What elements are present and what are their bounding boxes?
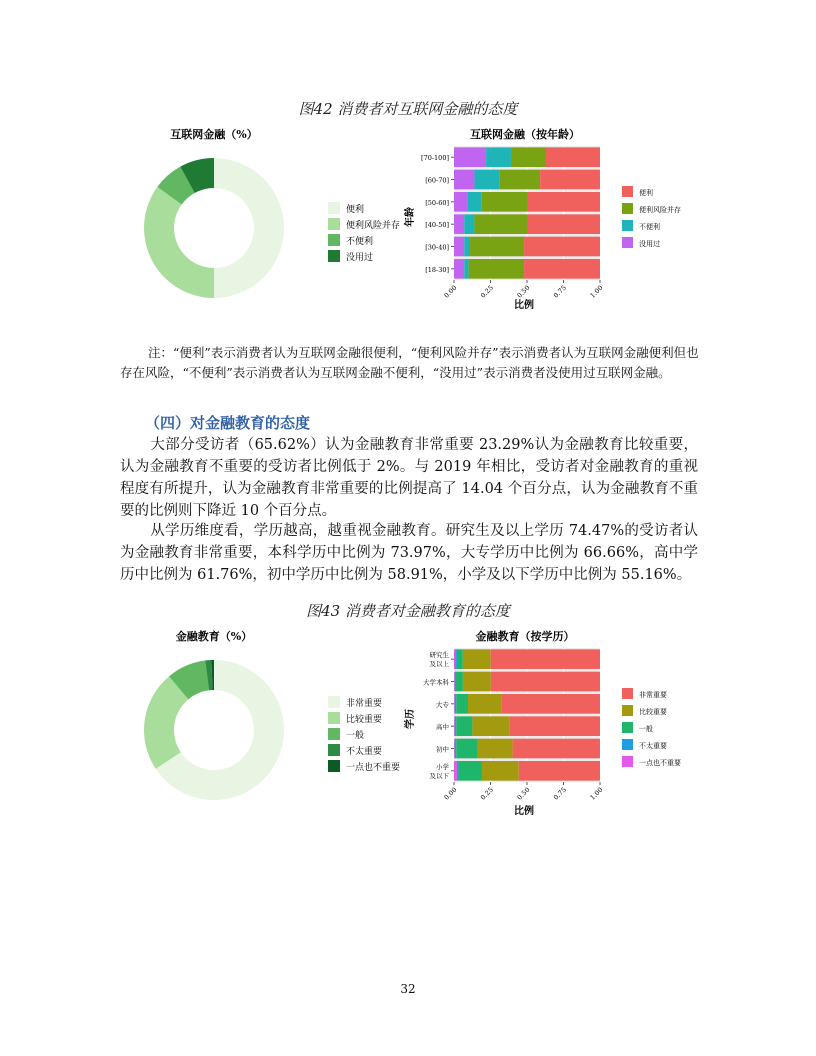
ytick-label-fig42-0: [70-100] <box>421 154 449 163</box>
stacked-legend-swatch-fig43-1 <box>622 705 633 716</box>
ytick-label-fig42-3: [40-50] <box>425 221 449 230</box>
stacked-legend-swatch-fig43-0 <box>622 688 633 699</box>
stacked-svg-fig42 <box>400 120 710 315</box>
stacked-xlabel-fig43: 比例 <box>514 806 534 817</box>
bar-segment-fig42-3-0 <box>454 214 464 234</box>
stacked-legend-swatch-fig42-1 <box>622 203 633 214</box>
xtick-label-fig42-2: 0.50 <box>515 283 532 300</box>
donut-slice-fig42-1 <box>144 187 214 298</box>
section-heading: （四）对金融教育的态度 <box>145 414 311 432</box>
bar-segment-fig43-4-1 <box>455 739 456 759</box>
bar-segment-fig42-2-2 <box>482 192 527 212</box>
stacked-legend-label-fig42-3: 没用过 <box>639 240 660 248</box>
stacked-legend-label-fig43-2: 一般 <box>639 725 653 733</box>
donut-chart-fig43 <box>120 622 420 812</box>
donut-slice-fig42-0 <box>214 158 284 298</box>
donut-svg-fig43 <box>120 622 420 812</box>
bar-segment-fig43-2-1 <box>455 694 456 714</box>
bar-segment-fig43-1-4 <box>491 672 600 692</box>
stacked-legend-swatch-fig43-4 <box>622 756 633 767</box>
bar-segment-fig43-0-3 <box>463 649 491 669</box>
xtick-label-fig43-2: 0.50 <box>515 785 532 802</box>
page-number: 32 <box>400 982 416 996</box>
bar-segment-fig43-3-3 <box>472 716 509 736</box>
donut-title-fig43: 金融教育（%） <box>175 630 253 643</box>
xtick-label-fig43-3: 0.75 <box>552 785 568 802</box>
ytick-label-fig43-0: 研究生及以上 <box>429 651 449 669</box>
bar-segment-fig42-1-3 <box>540 170 600 190</box>
donut-legend-swatch-fig43-3 <box>328 744 340 756</box>
bar-segment-fig42-4-2 <box>470 237 524 257</box>
bar-segment-fig42-2-0 <box>454 192 467 212</box>
donut-legend-label-fig43-4: 一点也不重要 <box>346 763 401 773</box>
bar-segment-fig42-5-3 <box>524 259 600 279</box>
figure-42-caption: 图42 消费者对互联网金融的态度 <box>298 100 518 118</box>
stacked-title-fig42: 互联网金融（按年龄） <box>470 128 580 141</box>
bar-segment-fig42-0-1 <box>486 147 511 167</box>
stacked-legend-label-fig42-2: 不便利 <box>639 223 660 231</box>
bar-segment-fig43-0-0 <box>454 649 455 669</box>
stacked-legend-swatch-fig42-3 <box>622 237 633 248</box>
xtick-label-fig42-4: 1.00 <box>588 283 605 300</box>
stacked-ylabel-fig43: 学历 <box>405 709 416 729</box>
bar-segment-fig42-4-1 <box>464 237 470 257</box>
ytick-label-fig42-2: [50-60] <box>425 198 449 207</box>
donut-legend-swatch-fig42-0 <box>328 202 340 214</box>
bar-segment-fig42-3-1 <box>464 214 474 234</box>
paragraph-1-text: 大部分受访者（65.62%）认为金融教育非常重要 23.29%认为金融教育比较重要，认为金融教育不重要的受访者比例低于 2%。与 2019 年相比，受访者对金融教育的重视程度有所提升，认为金融教育非常重要的比例提高了 14.04 个百分点，认为金融教育不重要的比例则下降近 10 个百分点。 <box>120 437 698 519</box>
paragraph-2-text: 从学历维度看，学历越高，越重视金融教育。研究生及以上学历 74.47%的受访者认为金融教育非常重要，本科学历中比例为 73.97%，大专学历中比例为 66.66%，高中学历中比例为 61.76%，初中学历中比例为 58.91%，小学及以下学历中比例为 55.16%。 <box>120 523 698 583</box>
stacked-legend-swatch-fig43-2 <box>622 722 633 733</box>
xtick-label-fig43-1: 0.25 <box>479 785 495 802</box>
bar-segment-fig43-1-2 <box>455 672 462 692</box>
ytick-label-fig43-2: 大专 <box>436 700 449 709</box>
stacked-title-fig43: 金融教育（按学历） <box>475 630 575 643</box>
bar-segment-fig43-4-0 <box>454 739 455 759</box>
bar-segment-fig43-3-2 <box>456 716 472 736</box>
bar-segment-fig43-3-1 <box>455 716 456 736</box>
donut-legend-label-fig42-3: 没用过 <box>346 253 374 263</box>
donut-legend-swatch-fig43-1 <box>328 712 340 724</box>
stacked-legend-swatch-fig42-0 <box>622 186 633 197</box>
bar-segment-fig43-2-3 <box>468 694 502 714</box>
bar-segment-fig42-3-3 <box>527 214 600 234</box>
bar-segment-fig43-0-4 <box>491 649 600 669</box>
ytick-label-fig43-3: 高中 <box>436 723 449 732</box>
paragraph-2 <box>120 520 698 586</box>
donut-legend-label-fig43-2: 一般 <box>346 731 365 741</box>
donut-legend-label-fig43-3: 不太重要 <box>346 747 383 757</box>
bar-segment-fig43-2-4 <box>502 694 600 714</box>
bar-segment-fig42-0-2 <box>511 147 546 167</box>
donut-svg-fig42 <box>120 120 420 310</box>
ytick-label-fig43-4: 初中 <box>436 745 449 754</box>
bar-segment-fig43-3-4 <box>509 716 600 736</box>
bar-segment-fig42-1-0 <box>454 170 474 190</box>
donut-legend-label-fig42-2: 不便利 <box>346 237 374 247</box>
xtick-label-fig42-3: 0.75 <box>552 283 568 300</box>
donut-legend-swatch-fig42-1 <box>328 218 340 230</box>
bar-segment-fig42-5-0 <box>454 259 464 279</box>
note-text: 注：“便利”表示消费者认为互联网金融很便利，“便利风险并存”表示消费者认为互联网金融便利但也存在风险，“不便利”表示消费者认为互联网金融不便利，“没用过”表示消费者没使用过互联网金融。 <box>120 345 699 380</box>
bar-segment-fig43-2-0 <box>454 694 455 714</box>
ytick-label-fig43-5: 小学及以下 <box>429 762 449 780</box>
xtick-label-fig42-0: 0.00 <box>442 283 459 300</box>
stacked-legend-swatch-fig43-3 <box>622 739 633 750</box>
ytick-label-fig42-4: [30-40] <box>425 243 449 252</box>
bar-segment-fig42-1-2 <box>499 170 540 190</box>
bar-segment-fig42-4-3 <box>524 237 600 257</box>
donut-chart-fig42 <box>120 120 420 310</box>
bar-segment-fig42-5-2 <box>469 259 524 279</box>
donut-legend-label-fig43-0: 非常重要 <box>346 699 383 709</box>
paragraph-1 <box>120 434 698 522</box>
bar-segment-fig43-2-2 <box>456 694 468 714</box>
bar-segment-fig43-1-3 <box>463 672 491 692</box>
bar-segment-fig42-0-0 <box>454 147 486 167</box>
bar-segment-fig43-5-3 <box>482 761 519 781</box>
xtick-label-fig42-1: 0.25 <box>479 283 495 300</box>
stacked-xlabel-fig42: 比例 <box>514 300 534 311</box>
bar-segment-fig43-0-2 <box>457 649 463 669</box>
stacked-legend-label-fig43-3: 不太重要 <box>639 742 667 750</box>
figure-42-note <box>120 343 700 383</box>
bar-segment-fig43-5-0 <box>454 761 457 781</box>
ytick-label-fig42-5: [18-30] <box>425 265 449 274</box>
donut-legend-label-fig42-1: 便利风险并存 <box>346 221 401 231</box>
stacked-legend-label-fig43-4: 一点也不重要 <box>639 759 681 767</box>
stacked-legend-label-fig42-0: 便利 <box>639 189 653 197</box>
donut-title-fig42: 互联网金融（%） <box>170 128 258 141</box>
donut-legend-swatch-fig42-3 <box>328 250 340 262</box>
bar-segment-fig43-1-1 <box>455 672 456 692</box>
xtick-label-fig43-0: 0.00 <box>442 785 459 802</box>
bar-segment-fig42-5-1 <box>464 259 468 279</box>
donut-legend-swatch-fig43-2 <box>328 728 340 740</box>
bar-segment-fig42-4-0 <box>454 237 464 257</box>
bar-segment-fig42-2-1 <box>467 192 482 212</box>
stacked-legend-label-fig42-1: 便利风险并存 <box>639 206 681 214</box>
bar-segment-fig42-3-2 <box>474 214 527 234</box>
bar-segment-fig42-1-1 <box>474 170 499 190</box>
bar-segment-fig43-3-0 <box>454 716 455 736</box>
bar-segment-fig42-0-3 <box>546 147 600 167</box>
stacked-legend-label-fig43-0: 非常重要 <box>639 691 667 699</box>
bar-segment-fig43-4-4 <box>513 739 600 759</box>
bar-segment-fig43-5-1 <box>457 761 458 781</box>
xtick-label-fig43-4: 1.00 <box>588 785 605 802</box>
bar-segment-fig43-1-0 <box>454 672 455 692</box>
ytick-label-fig42-1: [60-70] <box>425 176 449 185</box>
donut-legend-label-fig43-1: 比较重要 <box>346 715 383 725</box>
bar-segment-fig43-5-2 <box>458 761 482 781</box>
donut-legend-swatch-fig42-2 <box>328 234 340 246</box>
stacked-bar-chart-fig43 <box>400 622 710 822</box>
bar-segment-fig43-0-1 <box>455 649 456 669</box>
stacked-ylabel-fig42: 年龄 <box>405 207 416 227</box>
bar-segment-fig43-4-2 <box>456 739 477 759</box>
stacked-bar-chart-fig42 <box>400 120 710 315</box>
donut-legend-swatch-fig43-0 <box>328 696 340 708</box>
figure-43-caption: 图43 消费者对金融教育的态度 <box>306 602 510 620</box>
bar-segment-fig43-4-3 <box>477 739 513 759</box>
bar-segment-fig42-2-3 <box>527 192 600 212</box>
bar-segment-fig43-5-4 <box>519 761 600 781</box>
stacked-legend-swatch-fig42-2 <box>622 220 633 231</box>
ytick-label-fig43-1: 大学本科 <box>423 678 449 687</box>
stacked-legend-label-fig43-1: 比较重要 <box>639 708 667 716</box>
stacked-svg-fig43 <box>400 622 710 822</box>
donut-legend-label-fig42-0: 便利 <box>346 205 365 215</box>
donut-legend-swatch-fig43-4 <box>328 760 340 772</box>
